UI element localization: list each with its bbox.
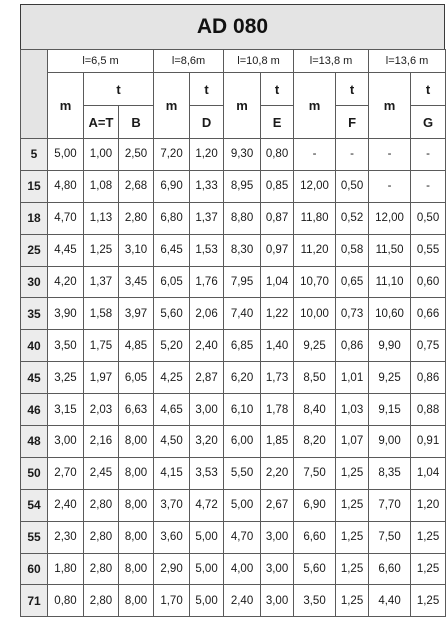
table-cell: 3,97 [119, 298, 154, 330]
table-cell: 0,55 [411, 234, 446, 266]
table-cell: 0,58 [336, 234, 369, 266]
table-row [21, 521, 446, 553]
table-cell: 1,07 [336, 426, 369, 458]
table-cell: 6,20 [224, 362, 261, 394]
table-cell: - [369, 170, 411, 202]
table-cell: 10,60 [369, 298, 411, 330]
table-cell: 11,50 [369, 234, 411, 266]
table-cell: 6,10 [224, 394, 261, 426]
case-label: F [336, 106, 369, 139]
table-cell: 1,20 [411, 489, 446, 521]
table-cell: 3,10 [119, 234, 154, 266]
table-cell: 1,25 [336, 489, 369, 521]
table-cell: 2,40 [48, 489, 84, 521]
table-cell: 1,37 [190, 202, 224, 234]
table-cell: 1,70 [154, 585, 190, 617]
t-header: t [261, 73, 294, 106]
table-row [21, 234, 446, 266]
span-header: l=8,6m [154, 50, 224, 73]
table-cell: 3,45 [119, 266, 154, 298]
table-cell: 8,95 [224, 170, 261, 202]
table-cell: 2,70 [48, 457, 84, 489]
table-cell: 1,73 [261, 362, 294, 394]
table-cell: 7,70 [369, 489, 411, 521]
table-cell: 1,25 [84, 234, 119, 266]
table-cell: 1,76 [190, 266, 224, 298]
table-cell: 1,25 [336, 521, 369, 553]
table-cell: 6,05 [119, 362, 154, 394]
table-cell: 6,60 [369, 553, 411, 585]
table-cell: 11,10 [369, 266, 411, 298]
table-cell: 11,80 [294, 202, 336, 234]
load-value: 45 [21, 362, 48, 394]
table-cell: 1,37 [84, 266, 119, 298]
table-cell: 1,13 [84, 202, 119, 234]
table-cell: 2,45 [84, 457, 119, 489]
table-cell: 2,68 [119, 170, 154, 202]
load-value: 46 [21, 394, 48, 426]
mt-header-row [21, 73, 446, 106]
table-cell: 5,00 [224, 489, 261, 521]
table-cell: - [411, 170, 446, 202]
table-cell: 4,70 [224, 521, 261, 553]
table-cell: 10,70 [294, 266, 336, 298]
table-cell: 0,66 [411, 298, 446, 330]
table-cell: 11,20 [294, 234, 336, 266]
table-cell: 1,53 [190, 234, 224, 266]
table-cell: 3,60 [154, 521, 190, 553]
table-cell: 5,20 [154, 330, 190, 362]
load-value: 55 [21, 521, 48, 553]
table-cell: 2,80 [84, 585, 119, 617]
table-cell: 6,90 [294, 489, 336, 521]
table-cell: 1,58 [84, 298, 119, 330]
table-row [21, 330, 446, 362]
table-cell: 0,97 [261, 234, 294, 266]
table-row [21, 394, 446, 426]
table-cell: - [369, 139, 411, 171]
corner-cell [21, 50, 48, 139]
table-cell: 7,40 [224, 298, 261, 330]
table-cell: 7,50 [369, 521, 411, 553]
case-label: B [119, 106, 154, 139]
table-cell: 2,80 [84, 489, 119, 521]
table-cell: 2,20 [261, 457, 294, 489]
table-cell: 5,00 [190, 585, 224, 617]
table-cell: 8,30 [224, 234, 261, 266]
span-header: l=13,6 m [369, 50, 446, 73]
table-cell: 4,45 [48, 234, 84, 266]
table-cell: 1,25 [336, 553, 369, 585]
load-value: 71 [21, 585, 48, 617]
table-cell: 2,80 [84, 553, 119, 585]
load-value: 25 [21, 234, 48, 266]
table-row [21, 170, 446, 202]
table-cell: 9,90 [369, 330, 411, 362]
load-value: 50 [21, 457, 48, 489]
table-cell: 6,85 [224, 330, 261, 362]
table-row [21, 362, 446, 394]
table-cell: 6,90 [154, 170, 190, 202]
table-cell: 4,80 [48, 170, 84, 202]
case-label: D [190, 106, 224, 139]
table-cell: 3,20 [190, 426, 224, 458]
t-header: t [84, 73, 154, 106]
table-row [21, 139, 446, 171]
table-cell: 1,25 [411, 521, 446, 553]
table-cell: 8,40 [294, 394, 336, 426]
table-cell: 1,33 [190, 170, 224, 202]
table-cell: 2,80 [119, 202, 154, 234]
table-cell: 3,00 [261, 585, 294, 617]
table-cell: 2,40 [190, 330, 224, 362]
t-header: t [411, 73, 446, 106]
table-cell: 1,04 [261, 266, 294, 298]
table-cell: 7,20 [154, 139, 190, 171]
table-cell: 1,08 [84, 170, 119, 202]
table-cell: 8,00 [119, 489, 154, 521]
table-cell: 6,63 [119, 394, 154, 426]
table-cell: 5,00 [190, 521, 224, 553]
table-cell: 3,25 [48, 362, 84, 394]
table-cell: 2,90 [154, 553, 190, 585]
table-cell: 5,50 [224, 457, 261, 489]
table-cell: 1,40 [261, 330, 294, 362]
load-value: 48 [21, 426, 48, 458]
table-cell: 3,00 [48, 426, 84, 458]
table-cell: 5,60 [294, 553, 336, 585]
table-cell: 12,00 [294, 170, 336, 202]
table-row [21, 489, 446, 521]
table-cell: 4,15 [154, 457, 190, 489]
table-cell: 0,86 [411, 362, 446, 394]
table-row [21, 298, 446, 330]
load-value: 5 [21, 139, 48, 171]
table-cell: 8,00 [119, 426, 154, 458]
table-cell: 3,50 [294, 585, 336, 617]
table-cell: 0,87 [261, 202, 294, 234]
load-value: 18 [21, 202, 48, 234]
table-cell: 2,80 [84, 521, 119, 553]
t-header: t [336, 73, 369, 106]
table-cell: 2,50 [119, 139, 154, 171]
table-cell: 0,91 [411, 426, 446, 458]
table-cell: 3,53 [190, 457, 224, 489]
span-header-row [21, 50, 446, 73]
table-cell: 3,00 [190, 394, 224, 426]
table-body [21, 139, 446, 617]
table-cell: 0,50 [336, 170, 369, 202]
table-cell: 6,00 [224, 426, 261, 458]
table-cell: 4,72 [190, 489, 224, 521]
table-cell: 7,95 [224, 266, 261, 298]
table-cell: - [294, 139, 336, 171]
table-cell: 3,70 [154, 489, 190, 521]
table-cell: 1,25 [336, 457, 369, 489]
table-cell: 2,40 [224, 585, 261, 617]
sheet-title: AD 080 [20, 4, 445, 49]
table-cell: 1,20 [190, 139, 224, 171]
table-cell: 0,65 [336, 266, 369, 298]
table-cell: - [336, 139, 369, 171]
table-cell: 6,80 [154, 202, 190, 234]
table-cell: 8,00 [119, 585, 154, 617]
table-cell: 1,85 [261, 426, 294, 458]
table-cell: 4,70 [48, 202, 84, 234]
table-cell: 1,03 [336, 394, 369, 426]
load-value: 30 [21, 266, 48, 298]
table-row [21, 202, 446, 234]
table-cell: 2,30 [48, 521, 84, 553]
table-cell: 8,80 [224, 202, 261, 234]
table-cell: 0,52 [336, 202, 369, 234]
load-value: 15 [21, 170, 48, 202]
table-cell: 8,20 [294, 426, 336, 458]
table-cell: 1,80 [48, 553, 84, 585]
table-cell: 0,86 [336, 330, 369, 362]
table-cell: 10,00 [294, 298, 336, 330]
table-cell: 8,00 [119, 521, 154, 553]
table-cell: 2,67 [261, 489, 294, 521]
table-cell: 8,00 [119, 553, 154, 585]
table-cell: 9,30 [224, 139, 261, 171]
table-cell: 8,50 [294, 362, 336, 394]
table-cell: 1,00 [84, 139, 119, 171]
table-cell: 5,60 [154, 298, 190, 330]
table-cell: 2,03 [84, 394, 119, 426]
table-cell: 4,65 [154, 394, 190, 426]
table-cell: 5,00 [190, 553, 224, 585]
table-cell: 0,85 [261, 170, 294, 202]
span-header: l=10,8 m [224, 50, 294, 73]
table-cell: 1,22 [261, 298, 294, 330]
table-cell: 1,97 [84, 362, 119, 394]
table-cell: 4,25 [154, 362, 190, 394]
table-cell: 0,88 [411, 394, 446, 426]
table-cell: 4,40 [369, 585, 411, 617]
table-cell: 0,50 [411, 202, 446, 234]
table-cell: - [411, 139, 446, 171]
table-cell: 2,16 [84, 426, 119, 458]
table-row [21, 457, 446, 489]
table-cell: 8,35 [369, 457, 411, 489]
load-value: 54 [21, 489, 48, 521]
load-table [20, 49, 446, 617]
table-cell: 4,20 [48, 266, 84, 298]
data-sheet [20, 4, 445, 617]
m-header: m [369, 73, 411, 139]
span-header: l=13,8 m [294, 50, 369, 73]
table-row [21, 585, 446, 617]
table-cell: 3,00 [261, 553, 294, 585]
table-cell: 1,25 [336, 585, 369, 617]
table-cell: 0,60 [411, 266, 446, 298]
table-row [21, 553, 446, 585]
table-cell: 4,50 [154, 426, 190, 458]
table-cell: 0,80 [48, 585, 84, 617]
m-header: m [48, 73, 84, 139]
table-cell: 3,15 [48, 394, 84, 426]
table-row [21, 426, 446, 458]
table-cell: 3,50 [48, 330, 84, 362]
table-cell: 3,90 [48, 298, 84, 330]
table-cell: 9,00 [369, 426, 411, 458]
case-label: G [411, 106, 446, 139]
load-value: 40 [21, 330, 48, 362]
load-value: 60 [21, 553, 48, 585]
table-cell: 1,25 [411, 585, 446, 617]
table-cell: 9,25 [369, 362, 411, 394]
table-cell: 12,00 [369, 202, 411, 234]
table-row [21, 266, 446, 298]
table-cell: 3,00 [261, 521, 294, 553]
table-cell: 1,25 [411, 553, 446, 585]
table-cell: 1,04 [411, 457, 446, 489]
table-cell: 2,87 [190, 362, 224, 394]
table-cell: 6,05 [154, 266, 190, 298]
table-cell: 9,15 [369, 394, 411, 426]
load-value: 35 [21, 298, 48, 330]
table-cell: 1,01 [336, 362, 369, 394]
table-cell: 0,75 [411, 330, 446, 362]
table-cell: 2,06 [190, 298, 224, 330]
span-header: l=6,5 m [48, 50, 154, 73]
case-label: E [261, 106, 294, 139]
table-cell: 7,50 [294, 457, 336, 489]
table-cell: 6,60 [294, 521, 336, 553]
m-header: m [294, 73, 336, 139]
m-header: m [224, 73, 261, 139]
table-cell: 4,00 [224, 553, 261, 585]
table-cell: 8,00 [119, 457, 154, 489]
table-cell: 6,45 [154, 234, 190, 266]
m-header: m [154, 73, 190, 139]
table-cell: 0,80 [261, 139, 294, 171]
table-cell: 1,75 [84, 330, 119, 362]
table-cell: 5,00 [48, 139, 84, 171]
table-cell: 0,73 [336, 298, 369, 330]
case-label: A=T [84, 106, 119, 139]
table-cell: 1,78 [261, 394, 294, 426]
table-cell: 9,25 [294, 330, 336, 362]
table-cell: 4,85 [119, 330, 154, 362]
t-header: t [190, 73, 224, 106]
